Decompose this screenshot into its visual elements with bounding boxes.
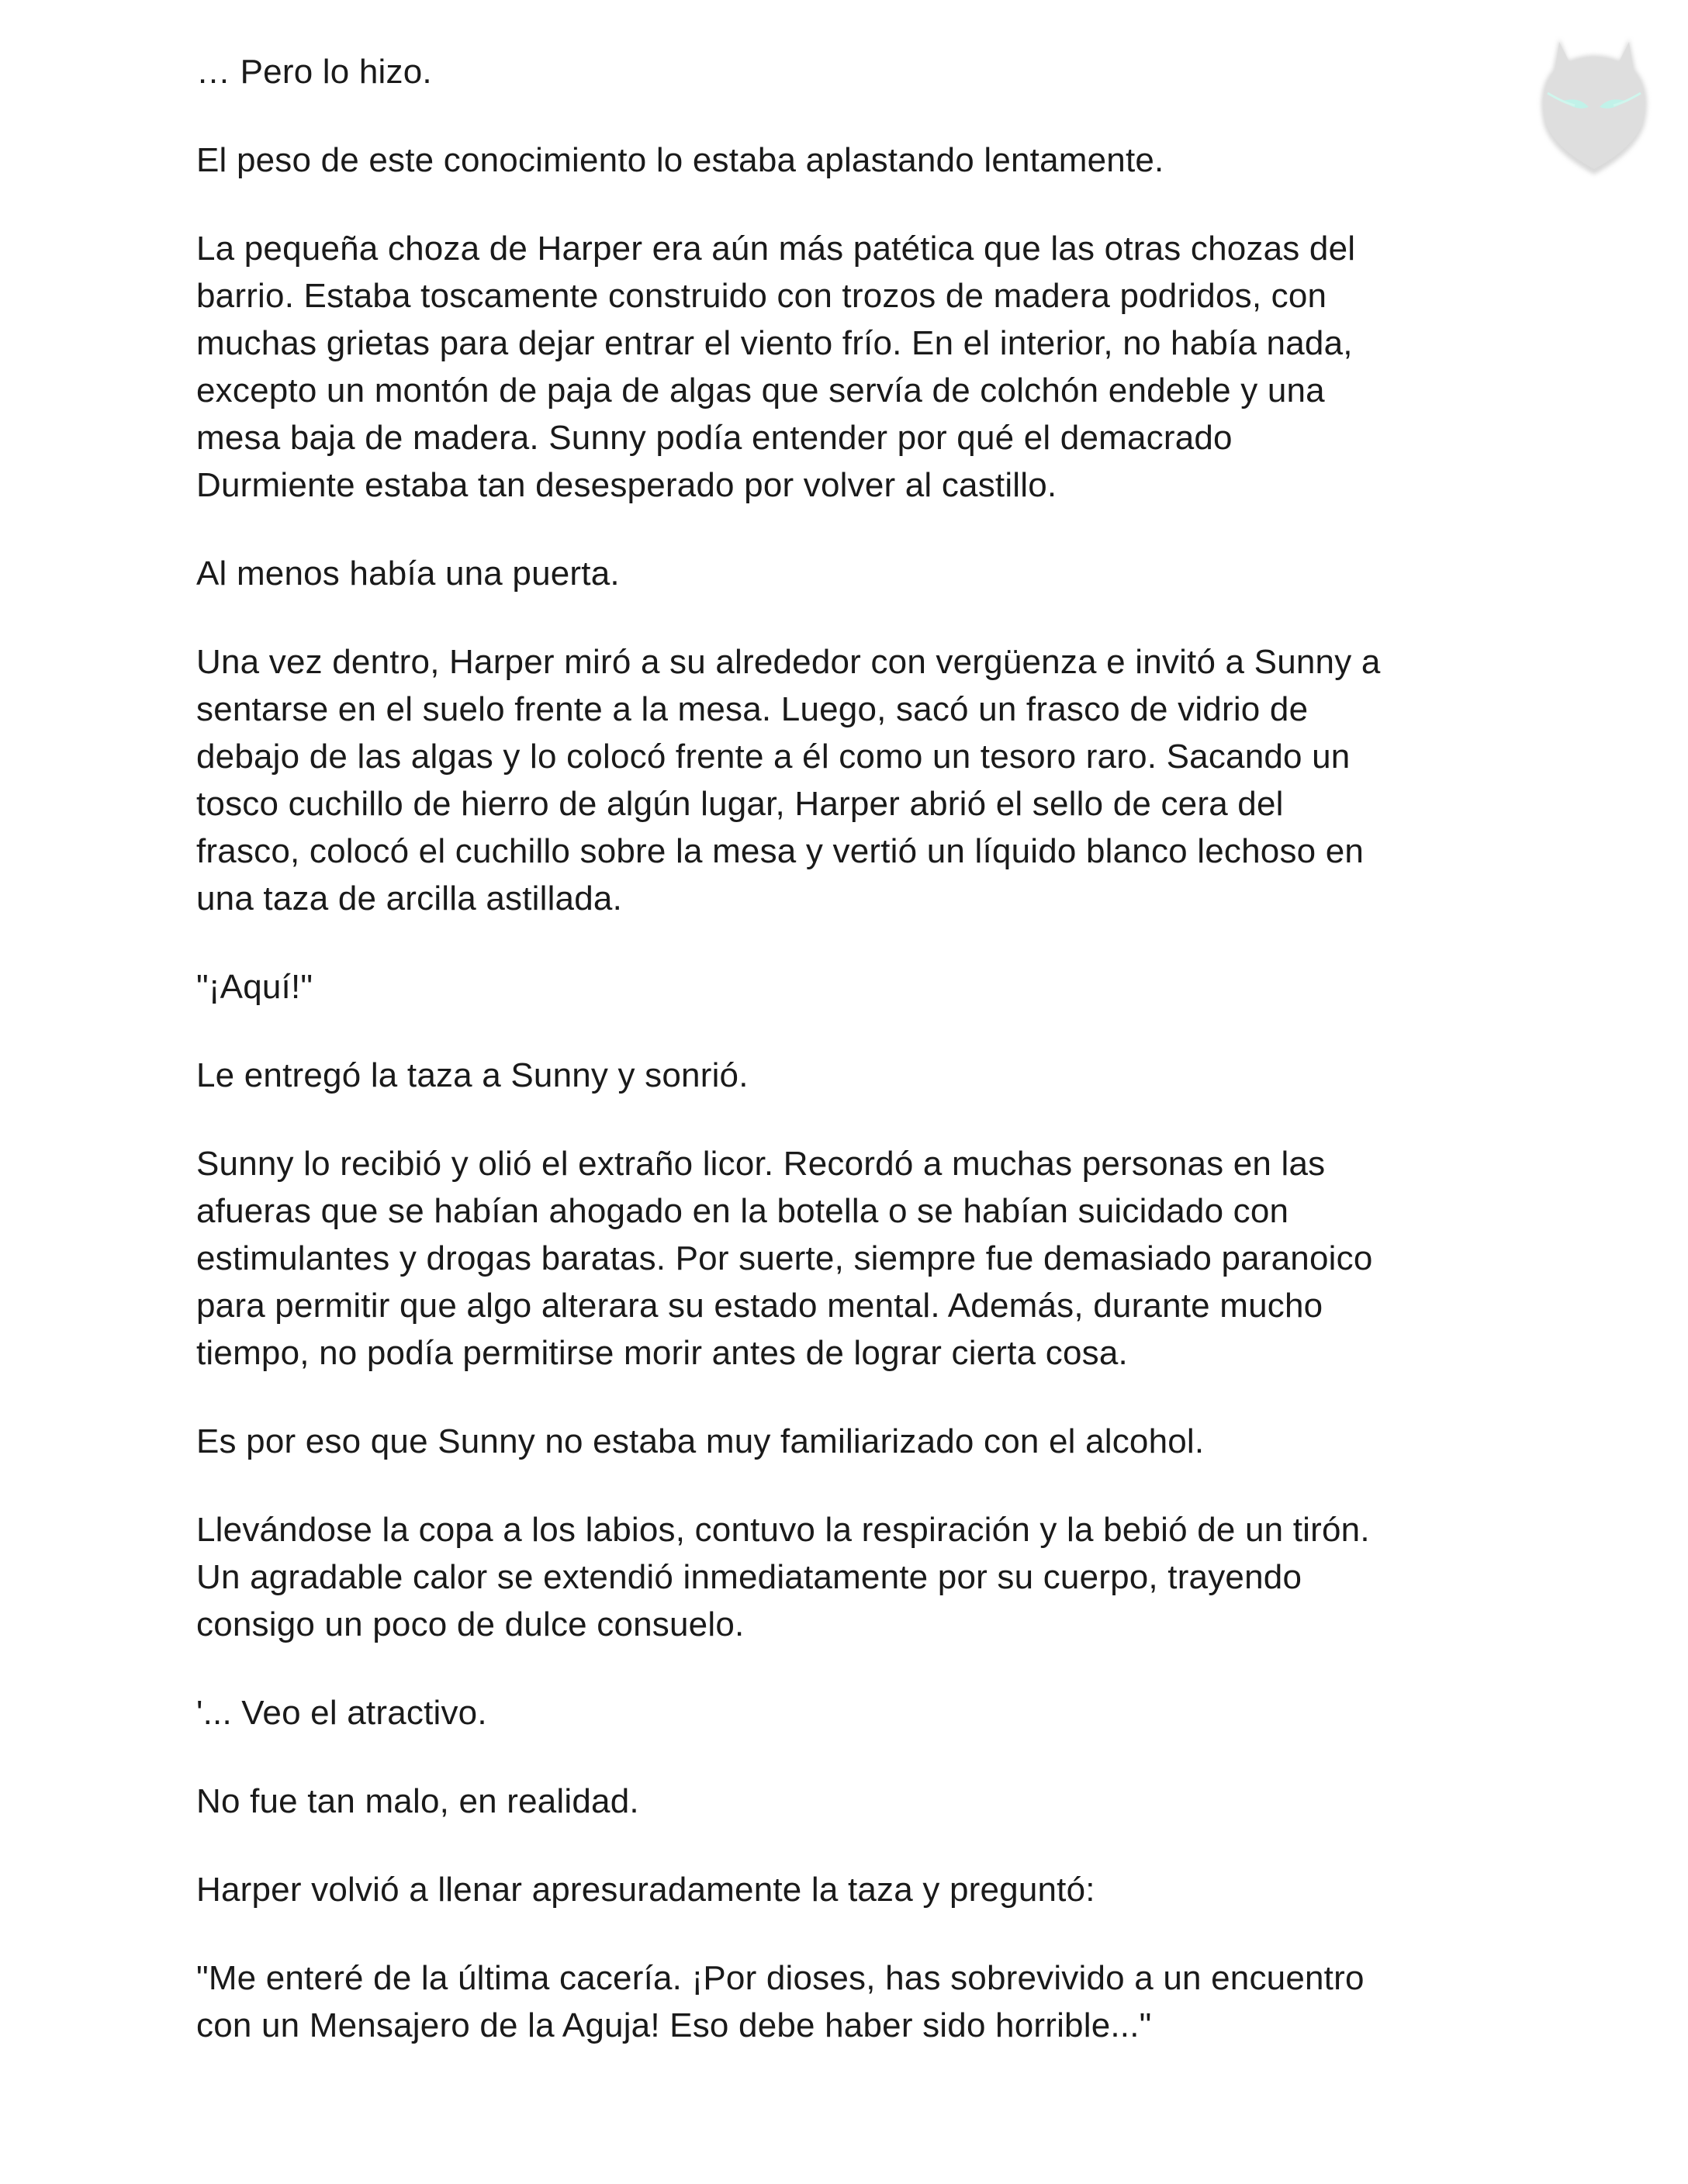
text-line: afueras que se habían ahogado en la botella o se habían suicidado con xyxy=(196,1192,1289,1230)
text-line: … Pero lo hizo. xyxy=(196,53,432,91)
paragraph xyxy=(196,638,1531,922)
paragraph xyxy=(196,1954,1531,2049)
text-line: No fue tan malo, en realidad. xyxy=(196,1782,639,1820)
demon-head-logo-icon xyxy=(1520,16,1668,186)
text-line: estimulantes y drogas baratas. Por suerte, siempre fue demasiado paranoico xyxy=(196,1239,1373,1277)
text-line: para permitir que algo alterara su estado mental. Además, durante mucho xyxy=(196,1287,1323,1325)
text-line: sentarse en el suelo frente a la mesa. Luego, sacó un frasco de vidrio de xyxy=(196,690,1309,728)
text-line: Una vez dentro, Harper miró a su alrededor con vergüenza e invitó a Sunny a xyxy=(196,643,1381,681)
text-line: con un Mensajero de la Aguja! Eso debe haber sido horrible..." xyxy=(196,2006,1152,2044)
text-line: La pequeña choza de Harper era aún más patética que las otras chozas del xyxy=(196,230,1356,268)
text-line: "Me enteré de la última cacería. ¡Por dioses, has sobrevivido a un encuentro xyxy=(196,1959,1365,1997)
paragraph xyxy=(196,550,1531,597)
text-line: Al menos había una puerta. xyxy=(196,555,620,593)
text-line: Sunny lo recibió y olió el extraño licor. Recordó a muchas personas en las xyxy=(196,1145,1326,1183)
text-line: Un agradable calor se extendió inmediatamente por su cuerpo, trayendo xyxy=(196,1558,1302,1596)
text-line: Es por eso que Sunny no estaba muy familiarizado con el alcohol. xyxy=(196,1422,1205,1460)
paragraph xyxy=(196,1140,1531,1377)
text-line: barrio. Estaba toscamente construido con trozos de madera podridos, con xyxy=(196,277,1327,315)
paragraph xyxy=(196,1866,1531,1913)
paragraph xyxy=(196,1418,1531,1465)
text-line: una taza de arcilla astillada. xyxy=(196,879,622,917)
text-line: debajo de las algas y lo colocó frente a él como un tesoro raro. Sacando un xyxy=(196,738,1351,776)
text-line: frasco, colocó el cuchillo sobre la mesa y vertió un líquido blanco lechoso en xyxy=(196,832,1365,870)
paragraph xyxy=(196,48,1531,95)
text-line: Durmiente estaba tan desesperado por volver al castillo. xyxy=(196,466,1057,504)
text-line: excepto un montón de paja de algas que servía de colchón endeble y una xyxy=(196,371,1325,410)
paragraph xyxy=(196,1506,1531,1648)
paragraph xyxy=(196,1778,1531,1825)
text-line: tiempo, no podía permitirse morir antes de lograr cierta cosa. xyxy=(196,1334,1128,1372)
paragraph xyxy=(196,225,1531,509)
text-line: "¡Aquí!" xyxy=(196,968,313,1006)
text-line: Llevándose la copa a los labios, contuvo la respiración y la bebió de un tirón. xyxy=(196,1511,1370,1549)
document-body xyxy=(196,48,1531,2090)
text-line: '... Veo el atractivo. xyxy=(196,1694,487,1732)
text-line: muchas grietas para dejar entrar el viento frío. En el interior, no había nada, xyxy=(196,324,1353,362)
paragraph xyxy=(196,963,1531,1011)
text-line: Harper volvió a llenar apresuradamente la taza y preguntó: xyxy=(196,1871,1095,1909)
text-line: Le entregó la taza a Sunny y sonrió. xyxy=(196,1056,749,1094)
paragraph xyxy=(196,1689,1531,1736)
text-line: tosco cuchillo de hierro de algún lugar, Harper abrió el sello de cera del xyxy=(196,785,1284,823)
paragraph xyxy=(196,1052,1531,1099)
paragraph xyxy=(196,136,1531,184)
text-line: El peso de este conocimiento lo estaba aplastando lentamente. xyxy=(196,141,1164,179)
text-line: mesa baja de madera. Sunny podía entender por qué el demacrado xyxy=(196,419,1233,457)
text-line: consigo un poco de dulce consuelo. xyxy=(196,1605,745,1643)
